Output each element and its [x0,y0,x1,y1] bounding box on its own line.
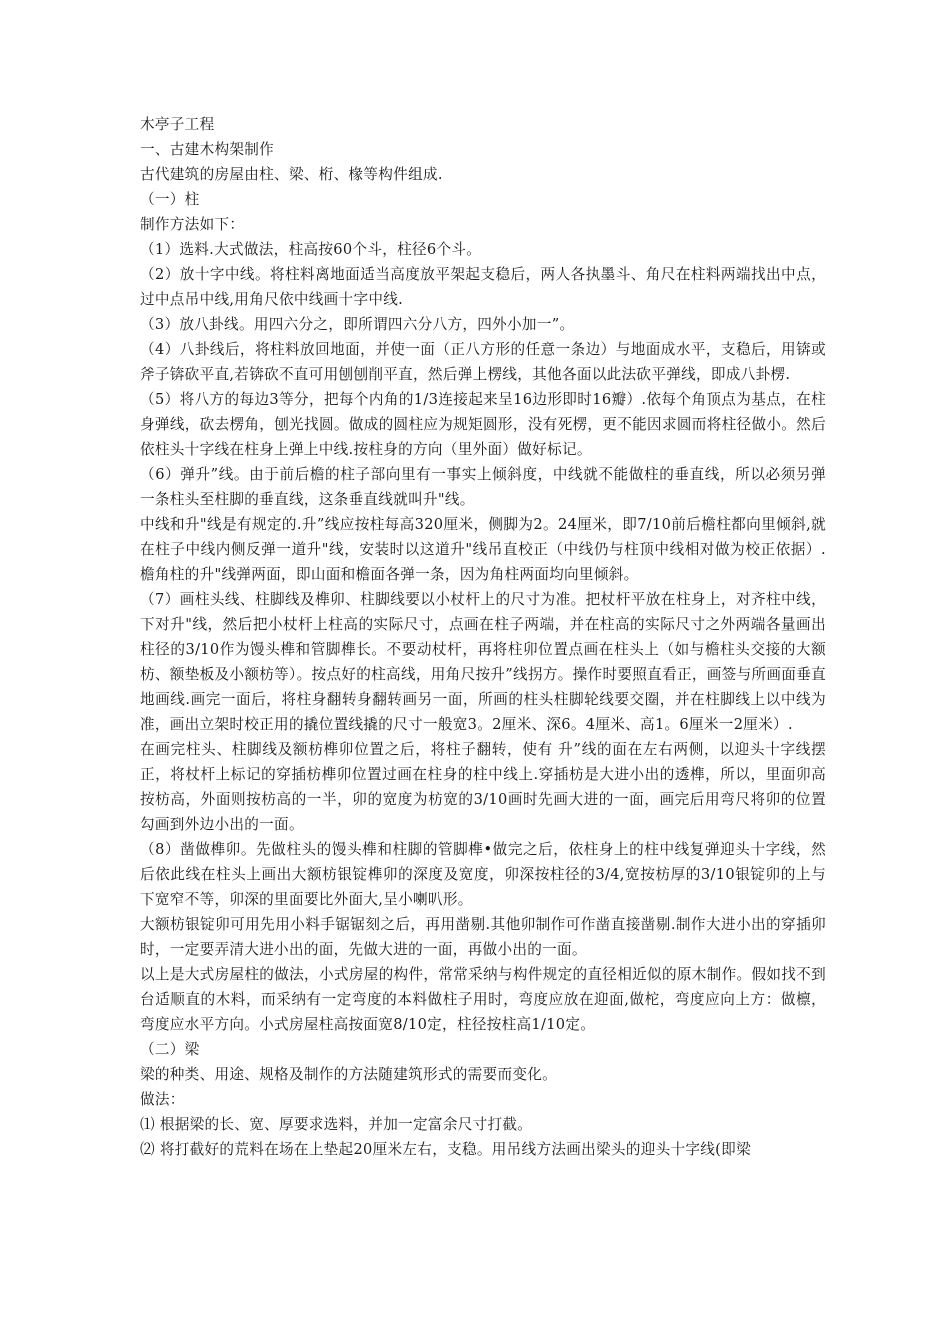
paragraph: （7）画柱头线、柱脚线及榫卯、柱脚线要以小杖杆上的尺寸为准。把杖杆平放在柱身上，对齐柱中线，下对升"线，然后把小杖杆上柱高的实际尺寸，点画在柱子两端，并在柱高的实际尺寸之外两端各量画出柱径的3/10作为馒头榫和管脚榫长。不要动杖杆，再将柱卯位置点画在柱头上（如与檐柱头交接的大额枋、额垫板及小额枋等）。按点好的柱高线，用角尺按升”线拐方。操作时要照直看正，画签与所画面垂直地画线.画完一面后，将柱身翻转身翻转画另一面，所画的柱头柱脚轮线要交圈，并在柱脚线上以中线为准，画出立架时校正用的撬位置线撬的尺寸一般宽3。2厘米、深6。4厘米、高1。6厘米一2厘米）. [140,591,826,733]
document-body [140,112,826,1162]
paragraph: （4）八卦线后，将柱料放回地面，并使一面（正八方形的任意一条边）与地面成水平，支稳后，用锛或斧子锛砍平直,若锛砍不直可用刨刨削平直，然后弹上楞线，其他各面以此法砍平弹线，即成八卦楞. [140,341,826,383]
paragraph: 做法： [140,1091,185,1108]
paragraph: 梁的种类、用途、规格及制作的方法随建筑形式的需要而变化。 [140,1066,558,1083]
doc-title: 木亭子工程 [140,116,215,133]
paragraph: ⑴ 根据梁的长、宽、厚要求选料，并加一定富余尺寸打截。 [140,1116,533,1133]
paragraph: （1）选料.大式做法，柱高按60个斗，柱径6个斗。 [140,241,482,258]
paragraph: 在画完柱头、柱脚线及额枋榫卯位置之后，将柱子翻转，使有 升”线的面在左右两侧，以迎头十字线摆正，将杖杆上标记的穿插枋榫卯位置过画在柱身的柱中线上.穿插枋是大进小出的透榫，所以，里面卯高按枋高，外面则按枋高的一半，卯的宽度为枋宽的3/10画时先画大进的一面，画完后用弯尺将卯的位置勾画到外边小出的一面。 [140,741,826,833]
paragraph: （6）弹升”线。由于前后檐的柱子部向里有一事实上倾斜度，中线就不能做柱的垂直线，所以必须另弹一条柱头至柱脚的垂直线，这条垂直线就叫升"线。 [140,466,826,508]
paragraph: （8）凿做榫卯。先做柱头的馒头榫和柱脚的管脚榫•做完之后，依柱身上的柱中线复弹迎头十字线，然后依此线在柱头上画出大额枋银锭榫卯的深度及宽度，卯深按柱径的3/4,宽按枋厚的3/10银锭卯的上与下宽窄不等，卯深的里面要比外面大,呈小喇叭形。 [140,841,826,908]
paragraph: 中线和升"线是有规定的.升”线应按柱每高320厘米，侧脚为2。24厘米，即7/10前后檐柱都向里倾斜,就在柱子中线内侧反弹一道升"线，安装时以这道升"线吊直校正（中线仍与柱顶中线相对做为校正依据）.檐角柱的升"线弹两面，即山面和檐面各弹一条，因为角柱两面均向里倾斜。 [140,516,826,583]
paragraph: （3）放八卦线。用四六分之，即所谓四六分八方，四外小加一”。 [140,316,575,333]
paragraph: （2）放十字中线。将柱料离地面适当高度放平架起支稳后，两人各执墨斗、角尺在柱料两端找出中点，过中点吊中线,用角尺依中线画十字中线. [140,266,826,308]
paragraph: 大额枋银锭卯可用先用小料手锯锯刻之后，再用凿剔.其他卯制作可作凿直接凿剔.制作大进小出的穿插卯时，一定要弄清大进小出的面，先做大进的一面，再做小出的一面。 [140,916,826,958]
section-heading: 一、古建木构架制作 [140,141,275,158]
paragraph: 古代建筑的房屋由柱、梁、桁、椽等构件组成. [140,166,443,183]
paragraph: 制作方法如下： [140,216,245,233]
paragraph: ⑵ 将打截好的荒料在场在上垫起20厘米左右，支稳。用吊线方法画出梁头的迎头十字线(即梁 [140,1141,751,1158]
paragraph: 以上是大式房屋柱的做法，小式房屋的构件，常常采纳与构件规定的直径相近似的原木制作。假如找不到台适顺直的木料，而采纳有一定弯度的本料做柱子用时，弯度应放在迎面,做柁，弯度应向上方：做檩，弯度应水平方向。小式房屋柱高按面宽8/10定，柱径按柱高1/10定。 [140,966,826,1033]
paragraph: （5）将八方的每边3等分，把每个内角的1/3连接起来呈16边形即时16瓣）.依每个角顶点为基点，在柱身弹线，砍去楞角，刨光找圆。做成的圆柱应为规矩圆形，没有死楞，更不能因求圆而将柱径做小。然后依柱头十字线在柱身上弹上中线.按柱身的方向（里外面）做好标记。 [140,391,826,458]
subsection-heading: （二）梁 [140,1041,200,1058]
subsection-heading: （一）柱 [140,191,200,208]
